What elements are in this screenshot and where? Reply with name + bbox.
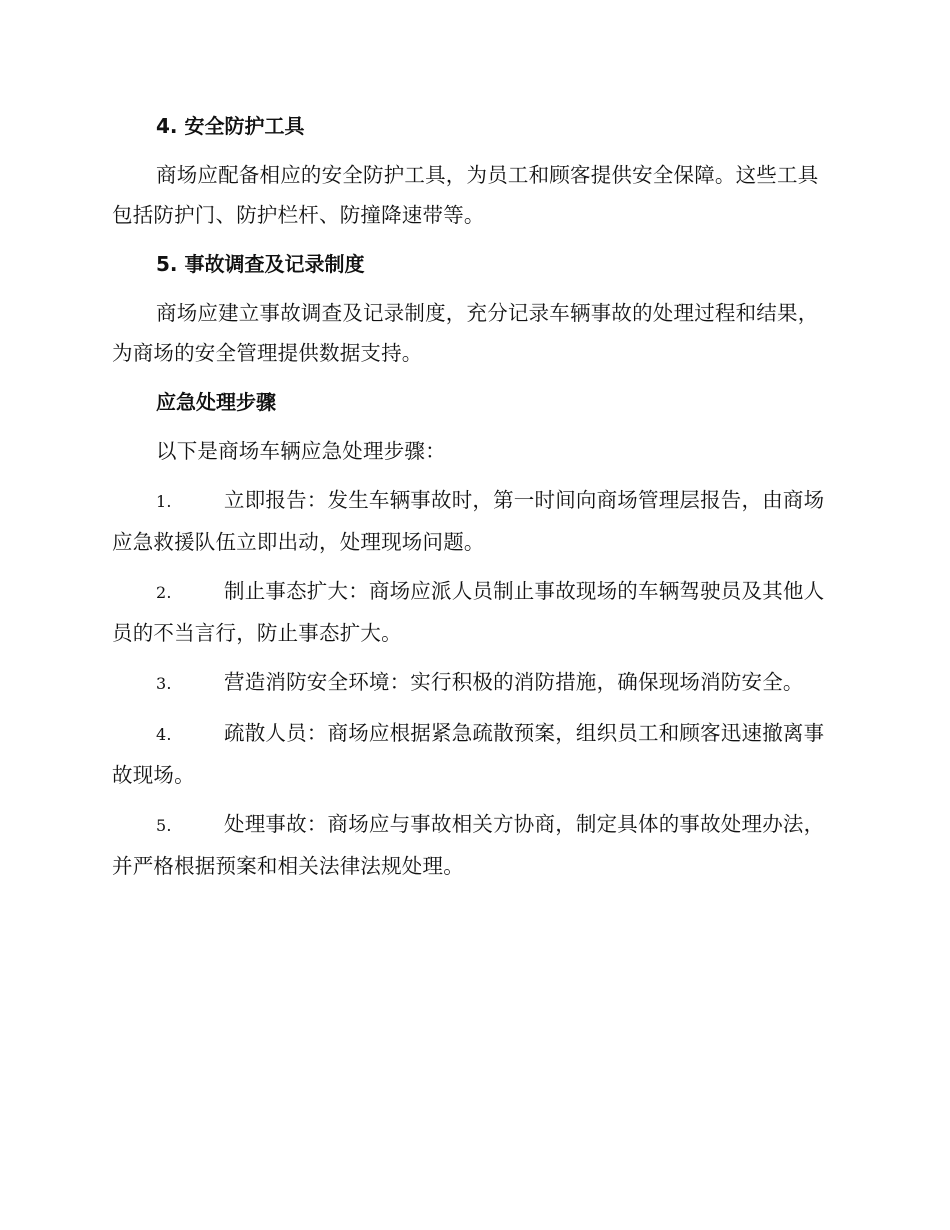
list-item [112,662,836,704]
list-item-number: 5. [156,816,172,835]
list-item-text: 处理事故：商场应与事故相关方协商，制定具体的事故处理办法，并严格根据预案和相关法律法规处理。 [112,812,825,878]
section-heading-safety-tools: 4. 安全防护工具 [156,114,305,138]
section-heading-emergency-steps: 应急处理步骤 [156,390,276,414]
list-item-text: 制止事态扩大：商场应派人员制止事故现场的车辆驾驶员及其他人员的不当言行，防止事态扩大。 [112,579,825,645]
list-item-text: 疏散人员：商场应根据紧急疏散预案，组织员工和顾客迅速撤离事故现场。 [112,721,825,787]
section-heading-accident-records: 5. 事故调查及记录制度 [156,252,365,276]
list-item [112,804,836,886]
list-item-number: 1. [156,492,172,511]
list-item [112,571,836,653]
section-paragraph-accident-records: 商场应建立事故调查及记录制度，充分记录车辆事故的处理过程和结果，为商场的安全管理提供数据支持。 [112,301,819,365]
section-paragraph-emergency-steps-intro: 以下是商场车辆应急处理步骤： [156,439,446,463]
list-item-text: 立即报告：发生车辆事故时，第一时间向商场管理层报告，由商场应急救援队伍立即出动，处理现场问题。 [112,488,825,554]
list-item [112,713,836,795]
list-item-number: 4. [156,725,172,744]
document-page [112,106,836,895]
list-item [112,480,836,562]
section-paragraph-safety-tools: 商场应配备相应的安全防护工具，为员工和顾客提供安全保障。这些工具包括防护门、防护栏杆、防撞降速带等。 [112,163,819,227]
list-item-number: 3. [156,674,172,693]
list-item-number: 2. [156,583,172,602]
list-item-text: 营造消防安全环境：实行积极的消防措施，确保现场消防安全。 [224,670,804,694]
